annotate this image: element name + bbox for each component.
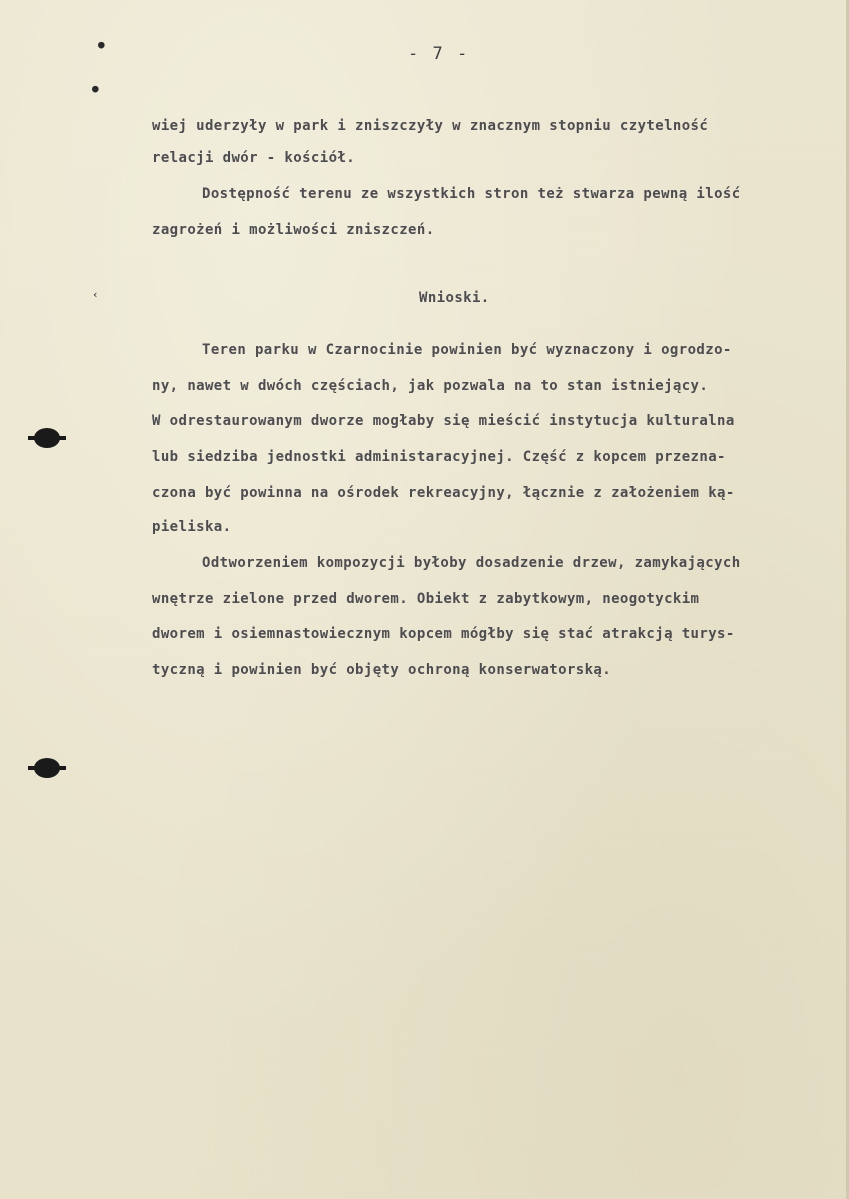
text-line: Teren parku w Czarnocinie powinien być wyznaczony i ogrodzo- [202, 342, 732, 358]
text-line: ny, nawet w dwóch częściach, jak pozwala na to stan istniejący. [152, 378, 709, 394]
margin-speck: ● [98, 38, 105, 51]
text-line: zagrożeń i możliwości zniszczeń. [152, 222, 435, 238]
text-line: Dostępność terenu ze wszystkich stron też stwarza pewną ilość [202, 186, 741, 202]
page-number: - 7 - [408, 44, 470, 64]
margin-speck: ● [92, 82, 99, 95]
text-line: pieliska. [152, 519, 232, 535]
text-line: Odtworzeniem kompozycji byłoby dosadzenie drzew, zamykających [202, 555, 741, 571]
text-line: czona być powinna na ośrodek rekreacyjny, łącznie z założeniem ką- [152, 485, 735, 501]
text-line: relacji dwór - kościół. [152, 150, 356, 166]
text-line: wiej uderzyły w park i zniszczyły w znacznym stopniu czytelność [152, 118, 709, 134]
punch-hole-upper [34, 428, 60, 448]
text-line: W odrestaurowanym dworze mogłaby się mieścić instytucja kulturalna [152, 413, 735, 429]
text-line: dworem i osiemnastowiecznym kopcem mógłby się stać atrakcją turys- [152, 626, 735, 642]
section-heading: Wnioski. [419, 290, 490, 306]
margin-speck: ‹ [92, 288, 99, 301]
text-line: wnętrze zielone przed dworem. Obiekt z zabytkowym, neogotyckim [152, 591, 700, 607]
punch-hole-lower [34, 758, 60, 778]
text-line: tyczną i powinien być objęty ochroną konserwatorską. [152, 662, 612, 678]
text-line: lub siedziba jednostki administaracyjnej. Część z kopcem przezna- [152, 449, 726, 465]
